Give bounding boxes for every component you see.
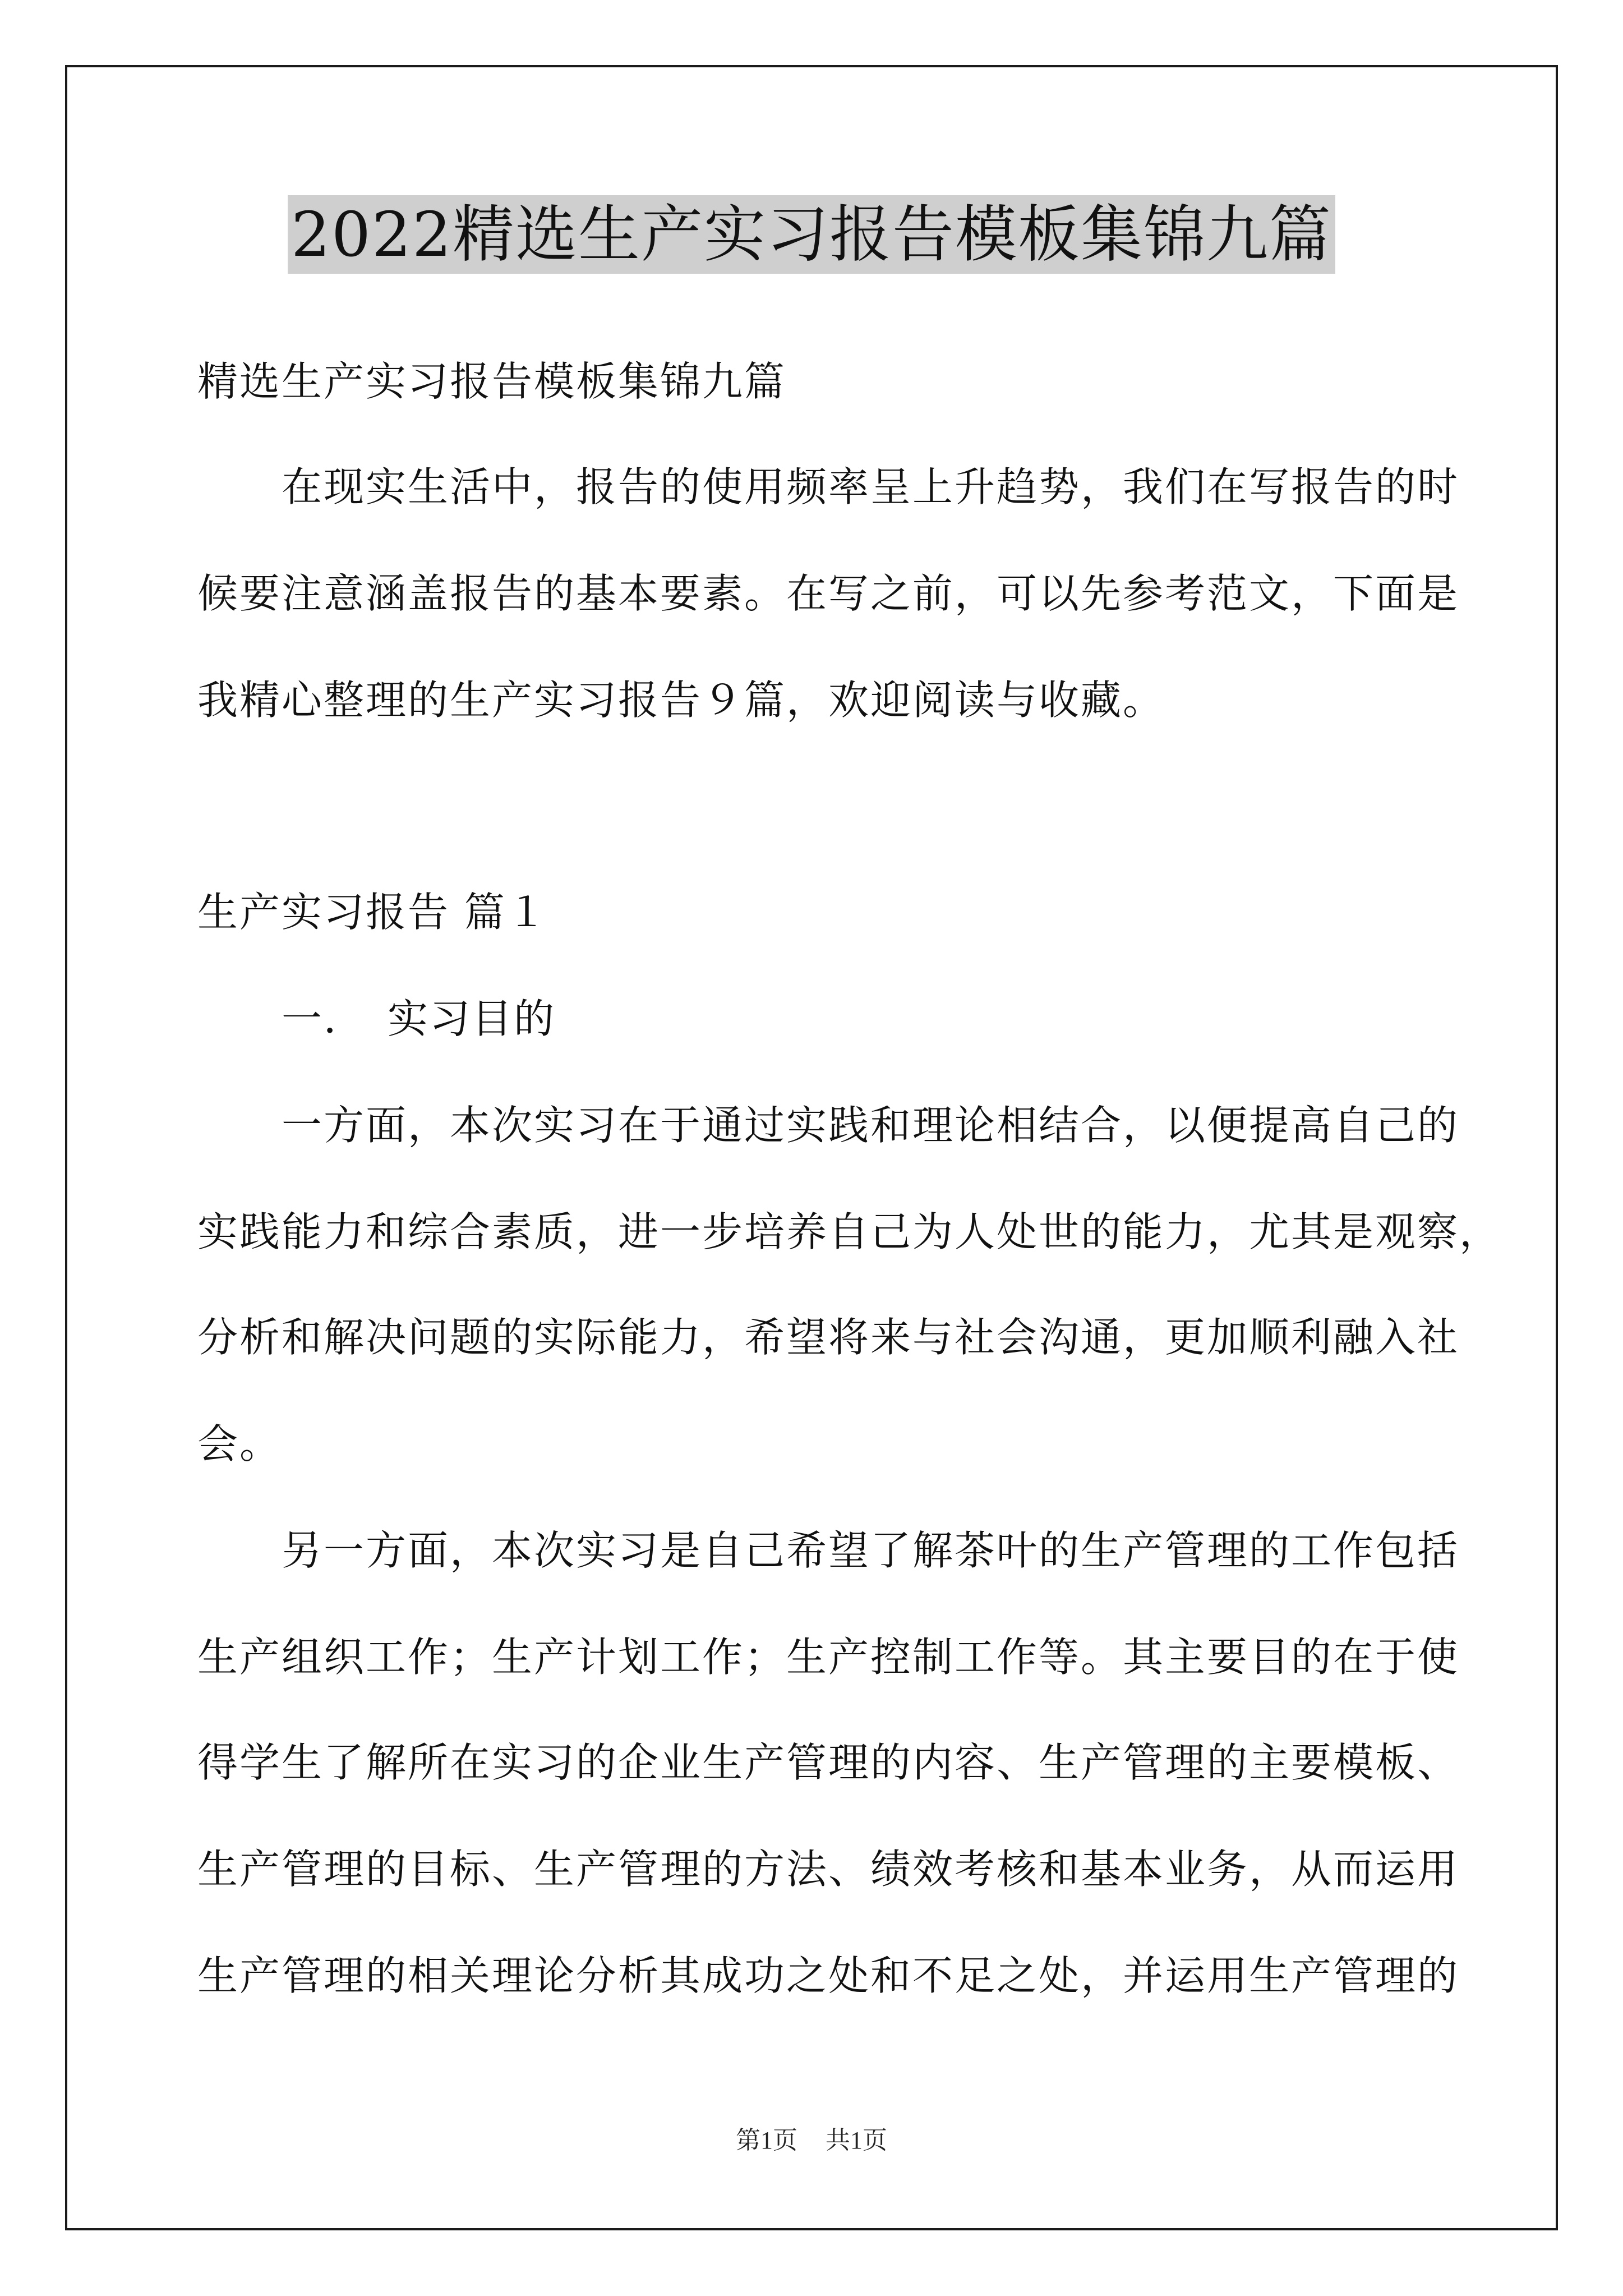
paragraph-line: 生产管理的相关理论分析其成功之处和不足之处，并运用生产管理的 [197, 1952, 1460, 1999]
title-container [0, 195, 1623, 274]
paragraph-line: 一方面，本次实习在于通过实践和理论相结合，以便提高自己的 [197, 1102, 1460, 1149]
intro-line: 我精心整理的生产实习报告９篇，欢迎阅读与收藏。 [197, 677, 1165, 724]
paragraph-line: 另一方面，本次实习是自己希望了解茶叶的生产管理的工作包括 [197, 1527, 1460, 1574]
paragraph-line: 实践能力和综合素质，进一步培养自己为人处世的能力，尤其是观察， [197, 1208, 1502, 1255]
paragraph-line: 生产管理的目标、生产管理的方法、绩效考核和基本业务，从而运用 [197, 1846, 1460, 1893]
document-title: 2022精选生产实习报告模板集锦九篇 [288, 195, 1335, 274]
intro-line: 在现实生活中，报告的使用频率呈上升趋势，我们在写报告的时 [197, 463, 1460, 510]
subtitle: 精选生产实习报告模板集锦九篇 [197, 358, 787, 405]
paragraph-line: 生产组织工作；生产计划工作；生产控制工作等。其主要目的在于使 [197, 1634, 1460, 1681]
paragraph-line: 得学生了解所在实习的企业生产管理的内容、生产管理的主要模板、 [197, 1739, 1460, 1786]
section-heading: 生产实习报告 篇１ [197, 889, 548, 936]
subsection-heading: 一． 实习目的 [197, 995, 556, 1042]
page-footer [0, 2124, 1623, 2157]
page-total: 共1页 [826, 2127, 887, 2154]
paragraph-line: 会。 [197, 1420, 282, 1467]
page-number: 第1页 [736, 2127, 797, 2154]
intro-line: 候要注意涵盖报告的基本要素。在写之前，可以先参考范文，下面是 [197, 570, 1460, 617]
paragraph-line: 分析和解决问题的实际能力，希望将来与社会沟通，更加顺利融入社 [197, 1314, 1460, 1361]
